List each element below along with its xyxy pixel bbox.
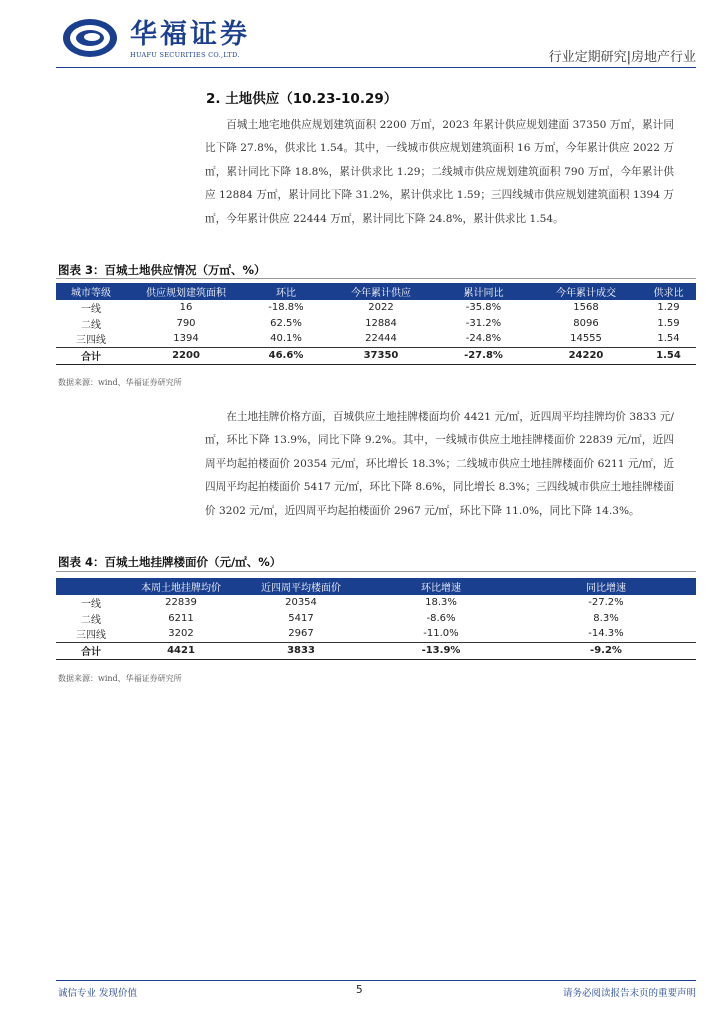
table-cell: 18.3%	[425, 597, 457, 609]
figure4-title: 图表 4：百城土地挂牌楼面价（元/㎡、%）	[58, 555, 282, 569]
table-cell: 1568	[573, 302, 599, 314]
table-total-row	[56, 642, 696, 659]
table-cell: 合计	[56, 347, 126, 364]
table-cell: 2200	[126, 347, 246, 364]
table-cell: 14555	[570, 333, 602, 345]
figure4-title-rule	[56, 571, 696, 572]
table-total-row	[56, 347, 696, 364]
table-cell: -18.8%	[268, 302, 304, 314]
table-cell: 3202	[168, 628, 194, 640]
table-cell: -27.8%	[436, 347, 531, 364]
table-row	[56, 300, 696, 316]
column-header: 今年累计供应	[326, 283, 436, 300]
figure4-source: 数据来源：wind、华福证券研究所	[58, 674, 182, 683]
table-cell: -8.6%	[426, 612, 456, 624]
table-cell: 12884	[365, 317, 397, 329]
figure3-source: 数据来源：wind、华福证券研究所	[58, 378, 182, 387]
column-header: 本周土地挂牌均价	[126, 578, 236, 595]
table-cell: 40.1%	[270, 333, 302, 345]
land-supply-table	[56, 283, 696, 365]
table-row	[56, 331, 696, 347]
table-cell: 1.54	[657, 333, 680, 345]
section-title: 2. 土地供应（10.23-10.29）	[206, 91, 398, 107]
table-cell: 8096	[573, 317, 599, 329]
table-cell: 一线	[81, 599, 101, 611]
table-cell: 22444	[365, 333, 397, 345]
table-cell: -35.8%	[465, 302, 502, 314]
table-cell: -14.3%	[588, 628, 624, 640]
column-header	[56, 578, 126, 595]
table-row	[56, 316, 696, 332]
column-header: 近四周平均楼面价	[236, 578, 366, 595]
table-header-row	[56, 578, 696, 595]
company-logo	[62, 18, 250, 62]
table-cell: 24220	[531, 347, 641, 364]
column-header: 供求比	[641, 283, 696, 300]
table-cell: -11.0%	[423, 628, 459, 640]
column-header: 城市等级	[56, 283, 126, 300]
table-cell: 20354	[285, 597, 317, 609]
table-cell: 三四线	[76, 335, 106, 347]
table-cell: 46.6%	[246, 347, 326, 364]
land-supply-paragraph: 百城土地宅地供应规划建筑面积 2200 万㎡，2023 年累计供应规划建面 37350 万㎡，累计同比下降 27.8%，供求比 1.54。其中，一线城市供应规划建筑面积 16 万㎡，今年累计供应 2022 万㎡，累计同比下降 18.8%，累计供求比 1.29；二线城市供应规划建筑面积 790 万㎡，今年累计供应 12884 万㎡，累计同比下降 31.2%，累计供求比 1.59；三四线城市供应规划建筑面积 1394 万㎡，今年累计供应 22444 万㎡，累计同比下降 24.8%，累计供求比 1.54。	[205, 119, 674, 225]
footer-slogan: 诚信专业 发现价值	[58, 988, 138, 999]
table-cell: -24.8%	[465, 333, 502, 345]
table-header-row	[56, 283, 696, 300]
land-price-paragraph: 在土地挂牌价格方面，百城供应土地挂牌楼面均价 4421 元/㎡，近四周平均挂牌均价 3833 元/㎡，环比下降 13.9%，同比下降 9.2%。其中，一线城市供应土地挂牌楼面价 22839 元/㎡，近四周平均起拍楼面价 20354 元/㎡，环比增长 18.3%；二线城市供应土地挂牌楼面价 6211 元/㎡，近四周平均起拍楼面价 5417 元/㎡，环比下降 8.6%，同比增长 8.3%；三四线城市供应土地挂牌楼面价 3202 元/㎡，近四周平均起拍楼面价 2967 元/㎡，环比下降 11.0%，同比下降 14.3%。	[205, 411, 674, 517]
header-divider	[56, 67, 696, 68]
table-cell: 二线	[81, 319, 101, 331]
table-row	[56, 595, 696, 611]
page-number: 5	[356, 984, 363, 996]
figure3-title: 图表 3：百城土地供应情况（万㎡、%）	[58, 263, 266, 277]
table-cell: 二线	[81, 614, 101, 626]
table-cell: -13.9%	[366, 642, 516, 659]
table-cell: 一线	[81, 304, 101, 316]
column-header: 环比增速	[366, 578, 516, 595]
logo-english-name: HUAFU SECURITIES CO.,LTD.	[130, 51, 240, 59]
table-cell: 6211	[168, 612, 194, 624]
table-cell: -27.2%	[588, 597, 624, 609]
table-cell: 790	[176, 317, 196, 329]
table-cell: 2022	[368, 302, 394, 314]
table-cell: 22839	[165, 597, 197, 609]
table-cell: 三四线	[76, 630, 106, 642]
table-cell: -31.2%	[465, 317, 502, 329]
table-cell: -9.2%	[516, 642, 696, 659]
table-cell: 1.29	[657, 302, 680, 314]
table-cell: 2967	[288, 628, 314, 640]
table-cell: 1.59	[657, 317, 680, 329]
table-cell: 16	[179, 302, 193, 314]
footer-disclaimer: 请务必阅读报告末页的重要声明	[562, 988, 696, 999]
logo-chinese-name: 华福证券	[130, 19, 250, 50]
table-cell: 3833	[236, 642, 366, 659]
land-price-table	[56, 578, 696, 660]
report-category: 行业定期研究|房地产行业	[548, 50, 696, 65]
table-row	[56, 626, 696, 642]
column-header: 同比增速	[516, 578, 696, 595]
table-row	[56, 611, 696, 627]
table-cell: 1.54	[641, 347, 696, 364]
table-cell: 4421	[126, 642, 236, 659]
table-cell: 5417	[288, 612, 314, 624]
column-header: 今年累计成交	[531, 283, 641, 300]
huafu-logo-icon	[62, 18, 118, 58]
footer-divider	[56, 980, 696, 981]
column-header: 环比	[246, 283, 326, 300]
table-cell: 37350	[326, 347, 436, 364]
figure3-title-rule	[56, 278, 696, 279]
table-cell: 62.5%	[270, 317, 302, 329]
table-cell: 合计	[56, 642, 126, 659]
column-header: 供应规划建筑面积	[126, 283, 246, 300]
column-header: 累计同比	[436, 283, 531, 300]
table-cell: 1394	[173, 333, 199, 345]
table-cell: 8.3%	[593, 612, 619, 624]
